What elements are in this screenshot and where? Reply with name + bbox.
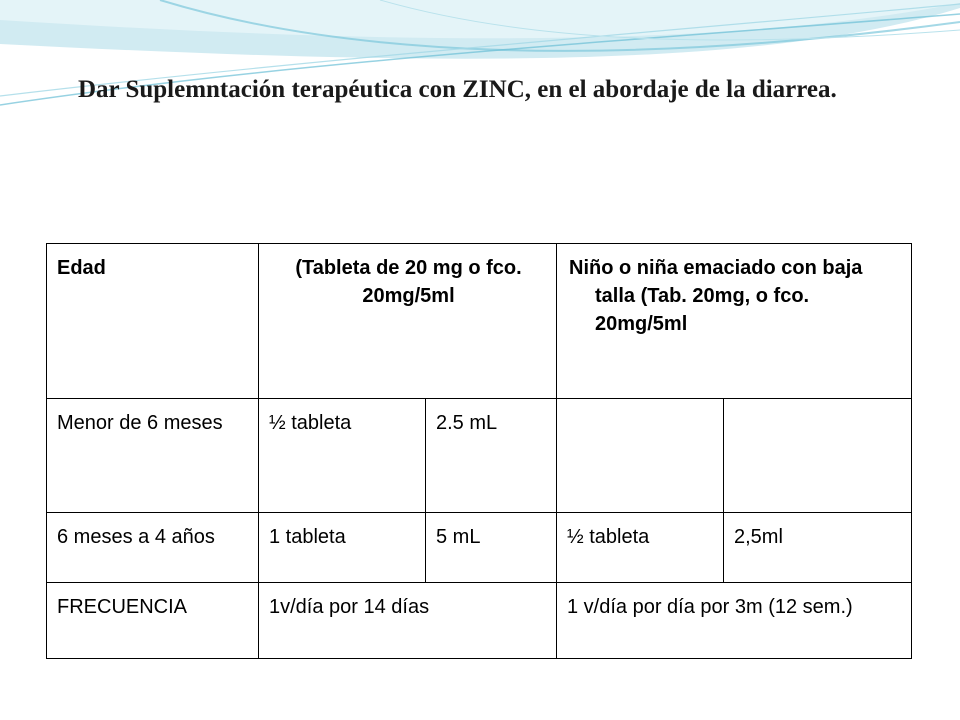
frequency-wasted: 1 v/día por día por 3m (12 sem.)	[557, 583, 912, 659]
slide-title: Dar Suplemntación terapéutica con ZINC, en el abordaje de la diarrea.	[78, 76, 837, 103]
decorative-swoosh	[0, 0, 960, 130]
row-wasted-syrup-cell	[724, 399, 912, 513]
zinc-dosage-table	[46, 243, 912, 659]
header-tablet-col: (Tableta de 20 mg o fco. 20mg/5ml	[259, 244, 557, 399]
frequency-standard: 1v/día por 14 días	[259, 583, 557, 659]
row-syrup-cell: 2.5 mL	[426, 399, 557, 513]
row-wasted-tablet-cell	[557, 399, 724, 513]
row-age-cell: 6 meses a 4 años	[47, 513, 259, 583]
table-row	[47, 399, 912, 513]
row-age-cell: Menor de 6 meses	[47, 399, 259, 513]
frequency-row	[47, 583, 912, 659]
table-row	[47, 513, 912, 583]
frequency-label: FRECUENCIA	[47, 583, 259, 659]
header-age: Edad	[47, 244, 259, 399]
row-wasted-syrup-cell: 2,5ml	[724, 513, 912, 583]
row-tablet-cell: 1 tableta	[259, 513, 426, 583]
row-syrup-cell: 5 mL	[426, 513, 557, 583]
row-wasted-tablet-cell: ½ tableta	[557, 513, 724, 583]
row-tablet-cell: ½ tableta	[259, 399, 426, 513]
header-wasted-col: Niño o niña emaciado con baja talla (Tab. 20mg, o fco. 20mg/5ml	[557, 244, 912, 399]
table-header-row	[47, 244, 912, 399]
